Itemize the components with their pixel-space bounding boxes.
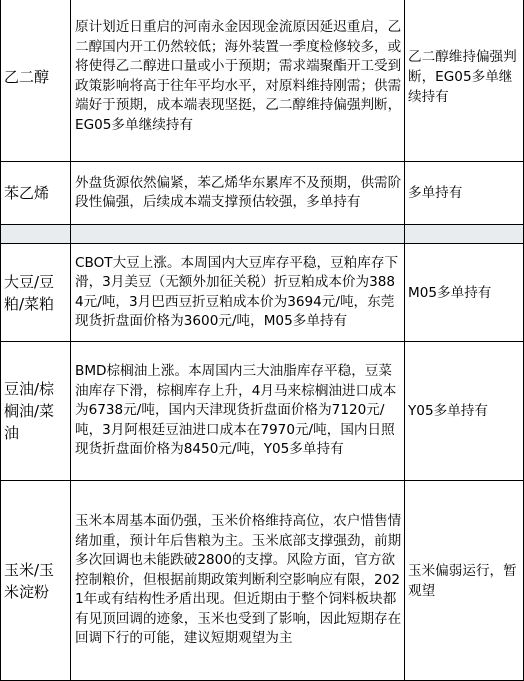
table-row (1, 0, 524, 162)
category-cell: 苯乙烯 (1, 162, 71, 225)
view-cell: 玉米偏弱运行，暂观望 (405, 481, 524, 681)
spacer-cell (405, 225, 524, 244)
table-row (1, 342, 524, 481)
spacer-cell (1, 225, 71, 244)
category-cell: 乙二醇 (1, 0, 71, 162)
category-cell: 大豆/豆粕/菜粕 (1, 244, 71, 342)
category-cell: 豆油/棕榈油/菜油 (1, 342, 71, 481)
analysis-cell: 外盘货源依然偏紧，苯乙烯华东累库不及预期，供需阶段性偏强，后续成本端支撑预估较强，多单持有 (71, 162, 405, 225)
table-row (1, 244, 524, 342)
analysis-cell: CBOT大豆上涨。本周国内大豆库存平稳，豆粕库存下滑，3月美豆（无额外加征关税）折豆粕成本价为3884元/吨，3月巴西豆折豆粕成本价为3694元/吨，东莞现货折盘面价格为3600元/吨，M05多单持有 (71, 244, 405, 342)
view-cell: 乙二醇维持偏强判断，EG05多单继续持有 (405, 0, 524, 162)
analysis-cell: BMD棕榈油上涨。本周国内三大油脂库存平稳，豆菜油库存下滑，棕榈库存上升，4月马来棕榈油进口成本为6738元/吨，国内天津现货折盘面价格为7120元/吨，3月阿根廷豆油进口成本在7970元/吨，国内日照现货折盘面价格为8450元/吨，Y05多单持有 (71, 342, 405, 481)
table-spacer-row (1, 225, 524, 244)
analysis-cell: 玉米本周基本面仍强，玉米价格维持高位，农户惜售情绪加重，预计年后售粮为主。玉米底部支撑强劲，前期多次回调也未能跌破2800的支撑。风险方面，官方欲控制粮价，但根据前期政策判断利空影响应有限，2021年或有结构性矛盾出现。但近期由于整个饲料板块都有见顶回调的迹象，玉米也受到了影响，因此短期存在回调下行的可能，建议短期观望为主 (71, 481, 405, 681)
table-row (1, 481, 524, 681)
view-cell: Y05多单持有 (405, 342, 524, 481)
table-row (1, 162, 524, 225)
analysis-cell: 原计划近日重启的河南永金因现金流原因延迟重启，乙二醇国内开工仍然较低；海外装置一季度检修较多，或将使得乙二醇进口量或小于预期；需求端聚酯开工受到政策影响将高于往年平均水平，对原料维持刚需；供需端好于预期，成本端表现坚挺，乙二醇维持偏强判断，EG05多单继续持有 (71, 0, 405, 162)
view-cell: M05多单持有 (405, 244, 524, 342)
category-cell: 玉米/玉米淀粉 (1, 481, 71, 681)
spacer-cell (71, 225, 405, 244)
view-cell: 多单持有 (405, 162, 524, 225)
